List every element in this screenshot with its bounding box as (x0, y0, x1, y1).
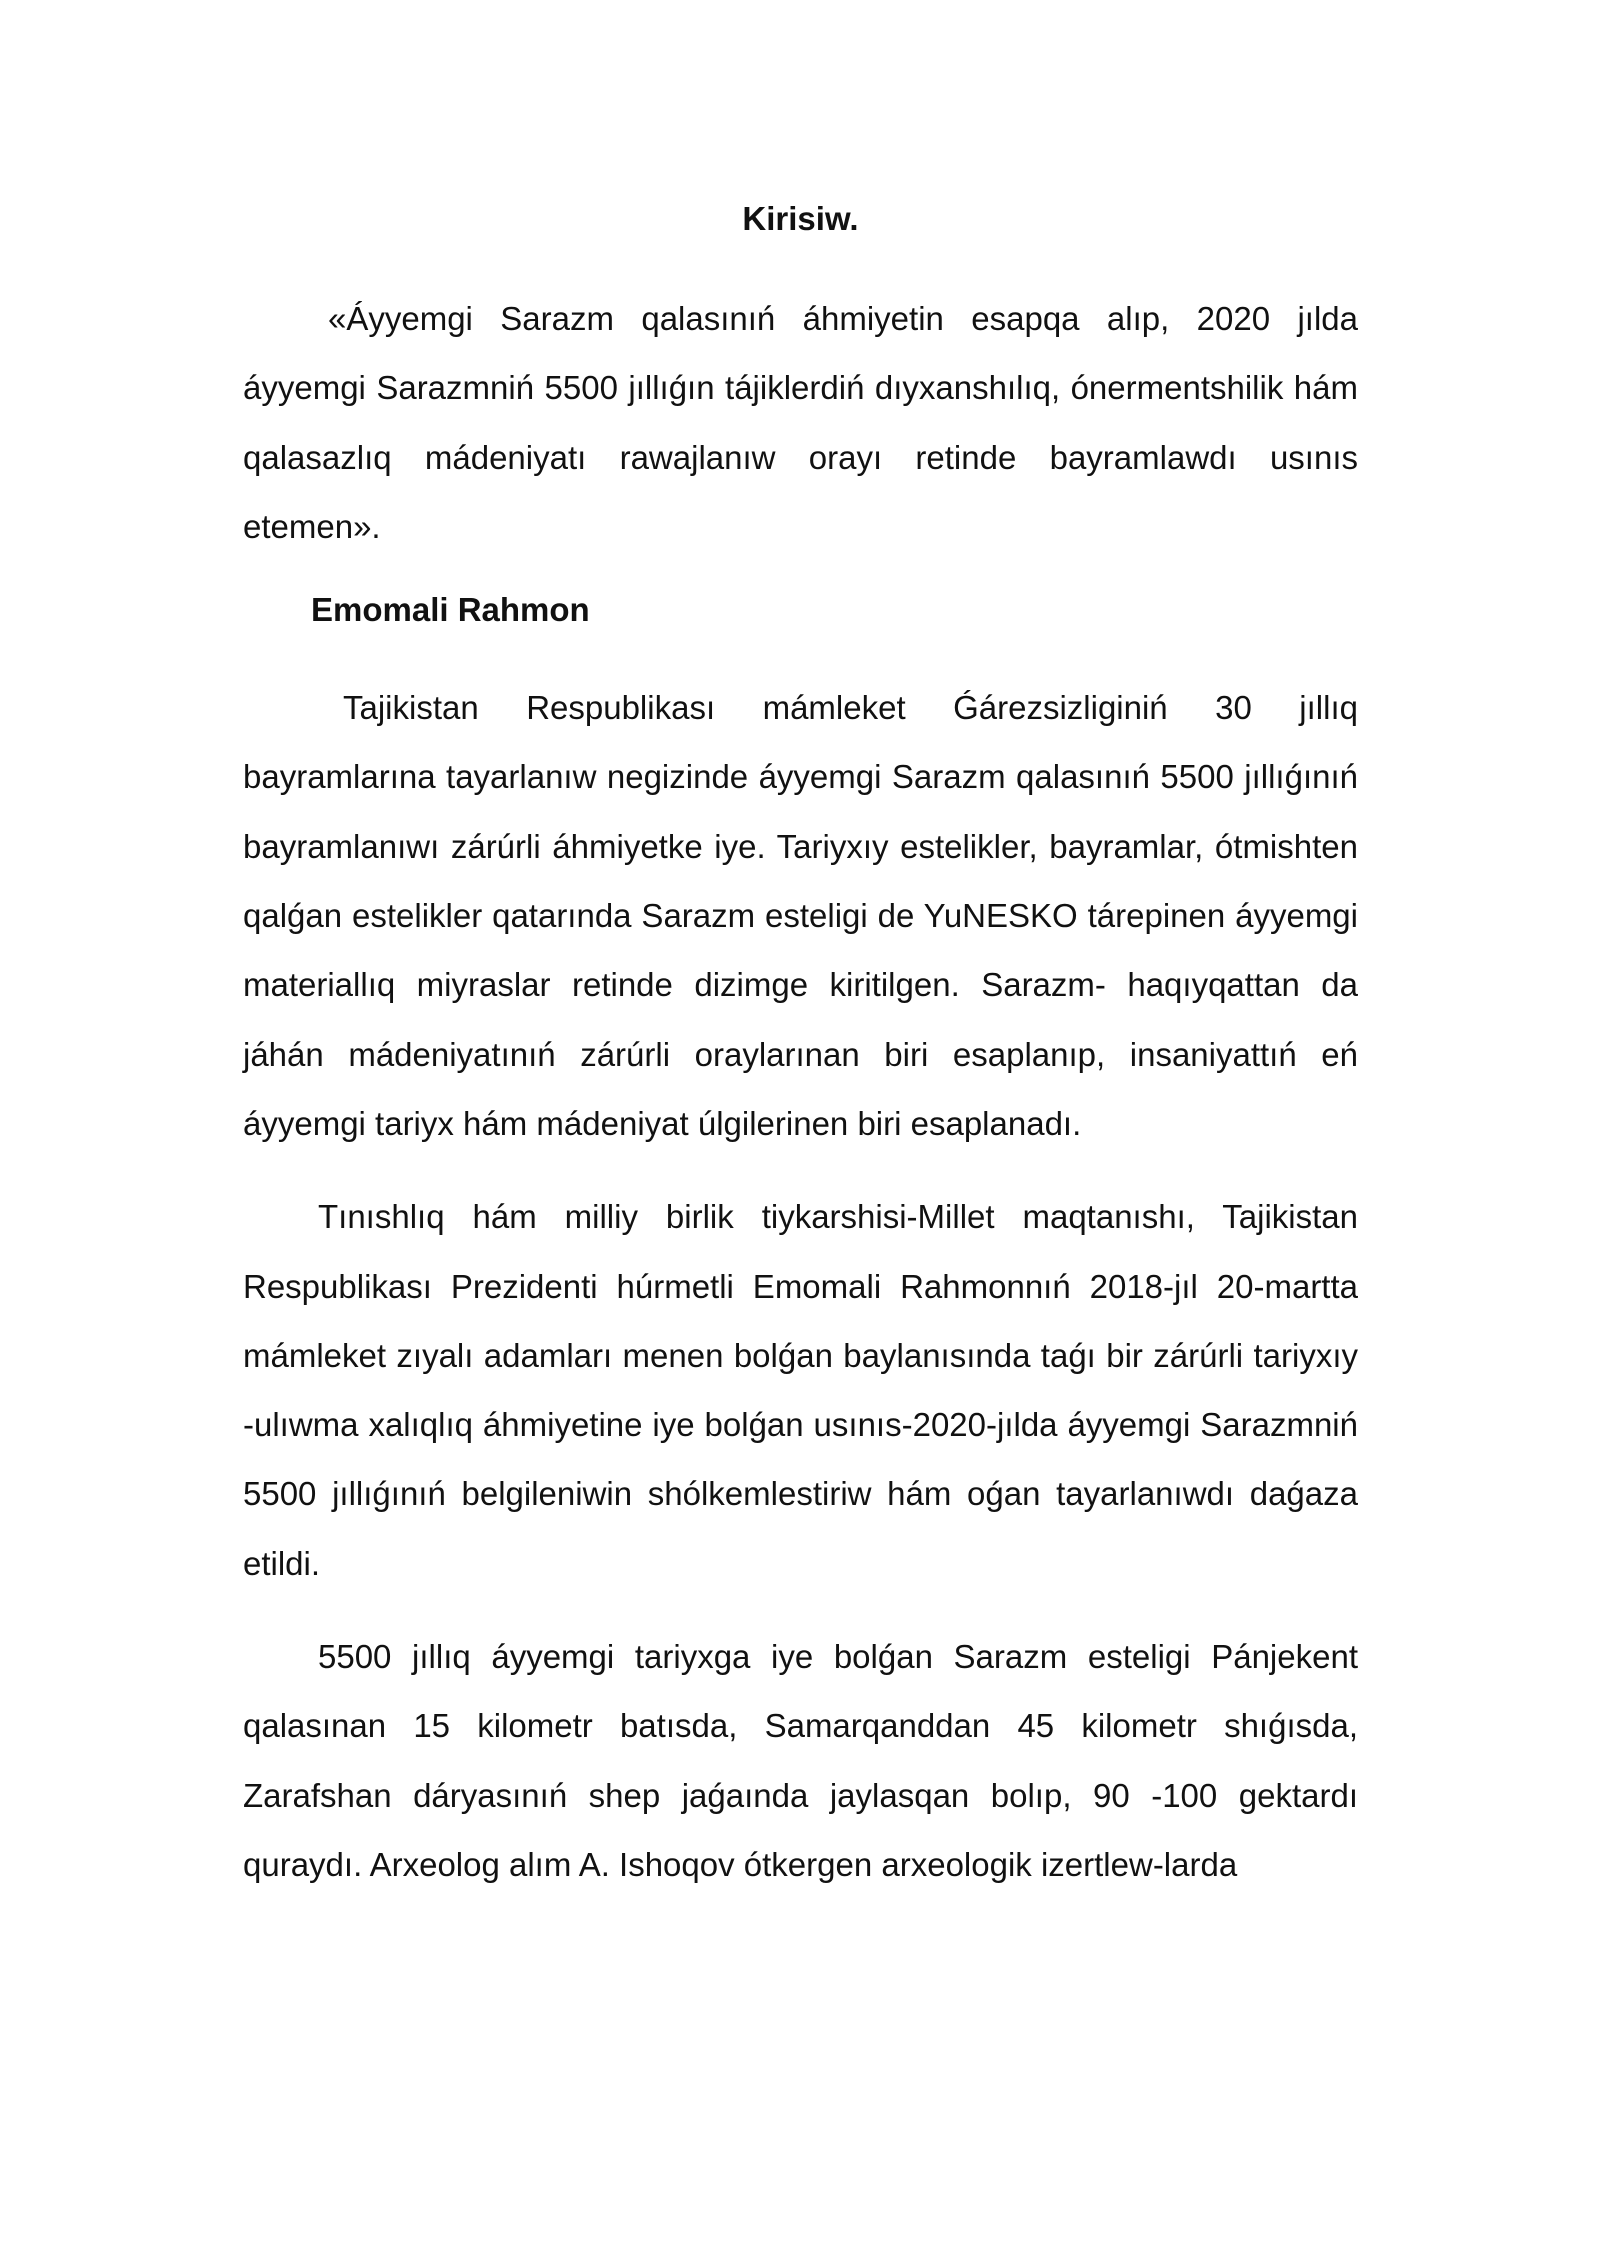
paragraph-1: Tajikistan Respublikası mámleket Ǵárezsizliginiń 30 jıllıq bayramlarına tayarlanıw negizinde áyyemgi Sarazm qalasınıń 5500 jıllıǵınıń bayramlanıwı zárúrli áhmiyetke iye. Tariyxıy estelikler, bayramlar, ótmishten qalǵan estelikler qatarında Sarazm esteligi de YuNESKO tárepinen áyyemgi materiallıq miyraslar retinde dizimge kiritilgen. Sarazm- haqıyqattan da jáhán mádeniyatınıń zárúrli oraylarınan biri esaplanıp, insaniyattıń eń áyyemgi tariyx hám mádeniyat úlgilerinen biri esaplanadı. (243, 689, 1358, 1142)
paragraph-3: 5500 jıllıq áyyemgi tariyxga iye bolǵan Sarazm esteligi Pánjekent qalasınan 15 kilometr batısda, Samarqanddan 45 kilometr shıǵısda, Zarafshan dáryasınıń shep jaǵaında jaylasqan bolıp, 90 -100 gektardı quraydı. Arxeolog alım A. Ishoqov ótkergen arxeologik izertlew-larda (243, 1638, 1358, 1883)
epigraph-quote: «Áyyemgi Sarazm qalasınıń áhmiyetin esapqa alıp, 2020 jılda áyyemgi Sarazmniń 5500 jıllıǵın tájiklerdiń dıyxanshılıq, ónermentshilik hám qalasazlıq mádeniyatı rawajlanıw orayı retinde bayramlawdı usınıs etemen». (243, 300, 1358, 545)
epigraph-author: Emomali Rahmon (311, 591, 590, 629)
document-body (243, 190, 1358, 1899)
document-title: Kirisiw. (742, 200, 859, 237)
paragraph-2: Tınıshlıq hám milliy birlik tiykarshisi-Millet maqtanıshı, Tajikistan Respublikası Prezidenti húrmetli Emomali Rahmonnıń 2018-jıl 20-martta mámleket zıyalı adamları menen bolǵan baylanısında taǵı bir zárúrli tariyxıy -ulıwma xalıqlıq áhmiyetine iye bolǵan usınıs-2020-jılda áyyemgi Sarazmniń 5500 jıllıǵınıń belgileniwin shólkemlestiriw hám oǵan tayarlanıwdı daǵaza etildi. (243, 1198, 1358, 1582)
